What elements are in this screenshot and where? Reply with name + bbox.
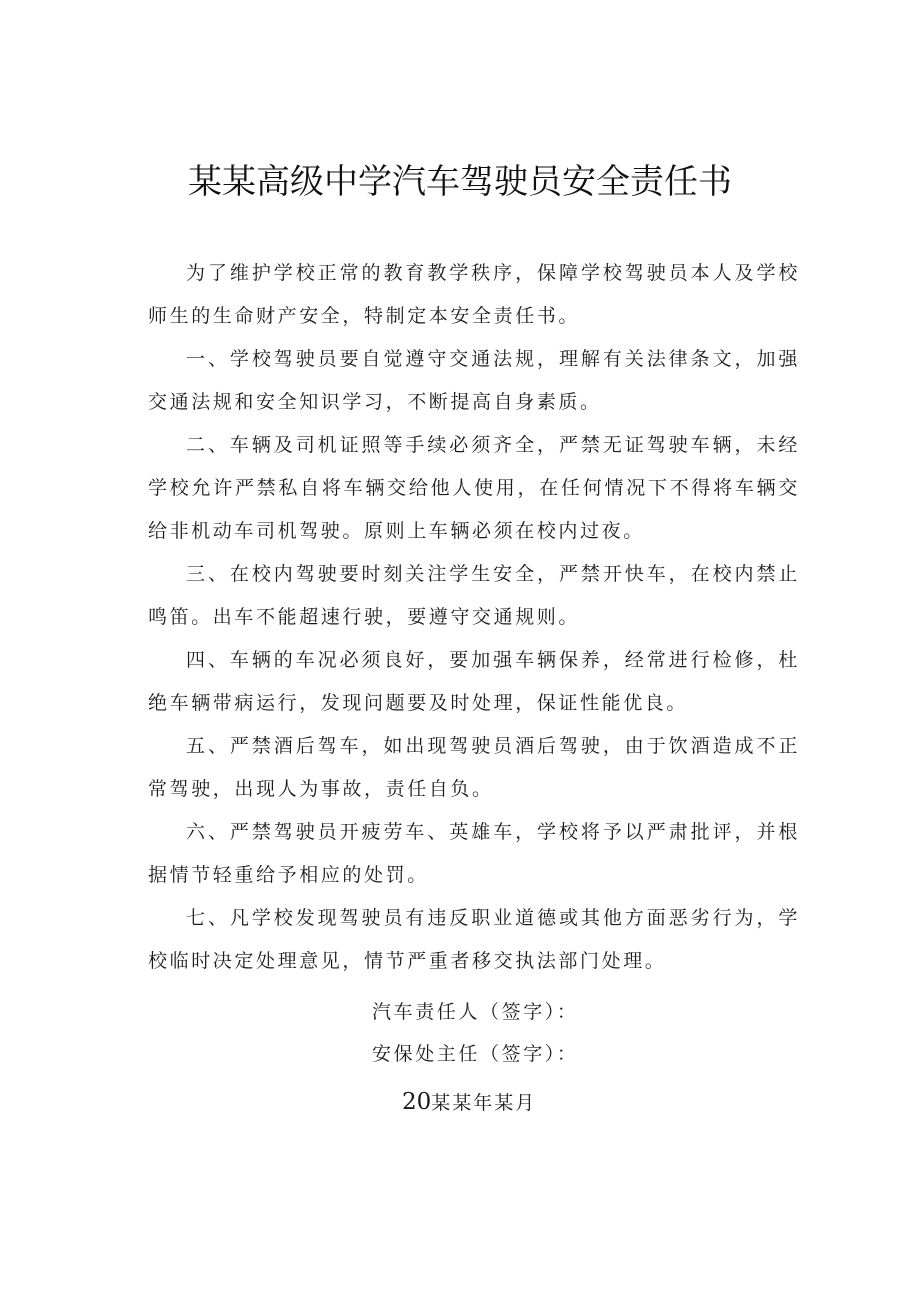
clause-5-paragraph: 五、严禁酒后驾车，如出现驾驶员酒后驾驶，由于饮酒造成不正常驾驶，出现人为事故，责任自负。	[148, 735, 800, 800]
intro-paragraph: 为了维护学校正常的教育教学秩序，保障学校驾驶员本人及学校师生的生命财产安全，特制定本安全责任书。	[148, 262, 800, 327]
date-rest: 某某年某月	[431, 1092, 537, 1114]
clause-4-paragraph: 四、车辆的车况必须良好，要加强车辆保养，经常进行检修，杜绝车辆带病运行，发现问题要及时处理，保证性能优良。	[148, 649, 800, 714]
document-title: 某某高级中学汽车驾驶员安全责任书	[188, 162, 732, 202]
date-year-prefix: 20	[402, 1089, 432, 1115]
driver-signature-line: 汽车责任人（签字）：	[372, 1001, 579, 1023]
clause-1-paragraph: 一、学校驾驶员要自觉遵守交通法规，理解有关法律条文，加强交通法规和安全知识学习，不断提高自身素质。	[148, 348, 800, 413]
clause-7-paragraph: 七、凡学校发现驾驶员有违反职业道德或其他方面恶劣行为，学校临时决定处理意见，情节严重者移交执法部门处理。	[148, 907, 800, 972]
document-date	[402, 1084, 536, 1121]
clause-3-paragraph: 三、在校内驾驶要时刻关注学生安全，严禁开快车，在校内禁止鸣笛。出车不能超速行驶，要遵守交通规则。	[148, 563, 800, 628]
clause-6-paragraph: 六、严禁驾驶员开疲劳车、英雄车，学校将予以严肃批评，并根据情节轻重给予相应的处罚。	[148, 821, 800, 886]
document-body	[148, 252, 800, 983]
clause-2-paragraph: 二、车辆及司机证照等手续必须齐全，严禁无证驾驶车辆，未经学校允许严禁私自将车辆交给他人使用，在任何情况下不得将车辆交给非机动车司机驾驶。原则上车辆必须在校内过夜。	[148, 434, 800, 542]
security-head-signature-line: 安保处主任（签字）：	[372, 1043, 579, 1065]
